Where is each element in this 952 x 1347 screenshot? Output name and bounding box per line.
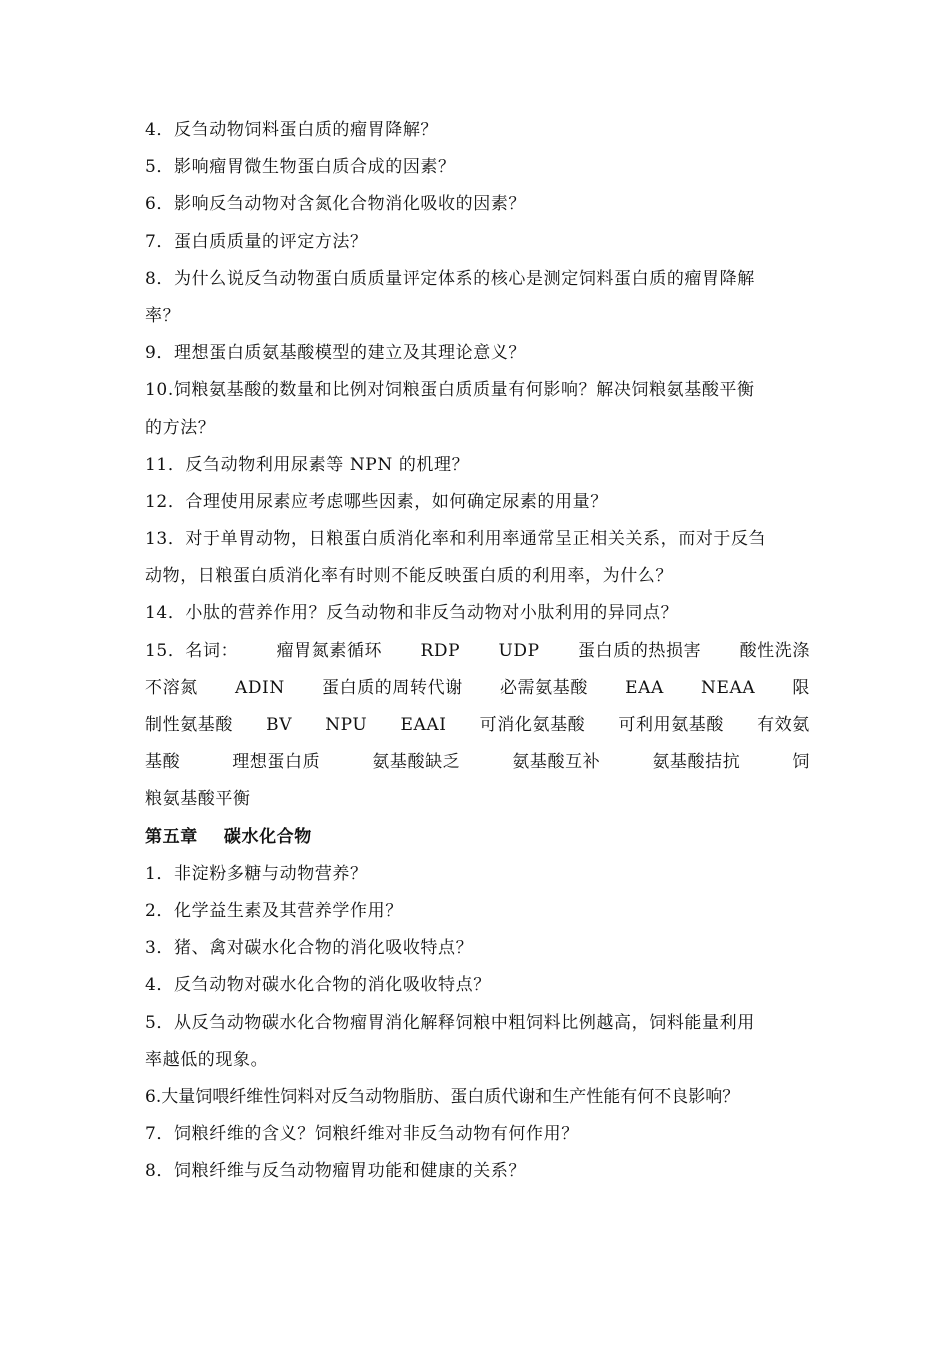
ch5-question-3: 3．猪、禽对碳水化合物的消化吸收特点？ <box>145 938 474 959</box>
term: 可消化氨基酸 <box>479 715 586 735</box>
terms-row-4 <box>145 744 810 781</box>
term: ADIN <box>234 677 285 698</box>
term: 限 <box>792 677 810 698</box>
question-10-line-1: 10.饲粮氨基酸的数量和比例对饲粮蛋白质质量有何影响？解决饲粮氨基酸平衡 <box>145 380 755 401</box>
terms-row-5: 粮氨基酸平衡 <box>145 789 251 810</box>
term: 可利用氨基酸 <box>618 715 724 735</box>
term: NEAA <box>701 677 756 698</box>
term: 饲 <box>792 752 810 773</box>
term: 氨基酸互补 <box>512 752 601 773</box>
question-7: 7．蛋白质质量的评定方法？ <box>145 231 368 252</box>
term: RDP <box>420 640 461 661</box>
question-6: 6．影响反刍动物对含氮化合物消化吸收的因素？ <box>145 194 527 215</box>
question-4: 4．反刍动物饲料蛋白质的瘤胃降解？ <box>145 120 439 140</box>
term: EAA <box>625 677 664 698</box>
question-12: 12．合理使用尿素应考虑哪些因素，如何确定尿素的用量？ <box>145 491 608 512</box>
ch5-question-6: 6.大量饲喂纤维性饲料对反刍动物脂肪、蛋白质代谢和生产性能有何不良影响？ <box>145 1086 740 1107</box>
chapter-5-heading: 第五章 碳水化合物 <box>145 826 312 847</box>
term: 不溶氮 <box>145 677 198 698</box>
question-13-line-1: 13．对于单胃动物，日粮蛋白质消化率和利用率通常呈正相关关系，而对于反刍 <box>145 529 767 550</box>
terms-row-2 <box>145 670 810 707</box>
question-9: 9．理想蛋白质氨基酸模型的建立及其理论意义？ <box>145 343 527 364</box>
term: BV <box>266 715 293 735</box>
question-10-line-2: 的方法？ <box>145 417 216 438</box>
term: 氨基酸缺乏 <box>372 752 461 773</box>
question-14: 14．小肽的营养作用？反刍动物和非反刍动物对小肽利用的异同点？ <box>145 603 679 624</box>
ch5-question-8: 8．饲粮纤维与反刍动物瘤胃功能和健康的关系？ <box>145 1161 527 1182</box>
ch5-question-5-line-2: 率越低的现象。 <box>145 1049 269 1070</box>
term: 有效氨 <box>757 715 810 735</box>
term: 氨基酸拮抗 <box>652 752 741 773</box>
term: 制性氨基酸 <box>145 715 233 735</box>
term: UDP <box>498 640 540 661</box>
terms-label: 15．名词： <box>145 640 239 661</box>
question-8-line-2: 率？ <box>145 305 181 326</box>
question-8-line-1: 8．为什么说反刍动物蛋白质质量评定体系的核心是测定饲料蛋白质的瘤胃降解 <box>145 268 755 289</box>
ch5-question-4: 4．反刍动物对碳水化合物的消化吸收特点？ <box>145 975 491 996</box>
ch5-question-2: 2．化学益生素及其营养学作用？ <box>145 900 403 921</box>
terms-row-3 <box>145 707 810 744</box>
question-5: 5．影响瘤胃微生物蛋白质合成的因素？ <box>145 157 456 178</box>
ch5-question-1: 1．非淀粉多糖与动物营养？ <box>145 863 368 884</box>
term: EAAI <box>400 715 447 735</box>
term: 酸性洗涤 <box>739 640 810 661</box>
document-page <box>145 112 810 1190</box>
ch5-question-5-line-1: 5．从反刍动物碳水化合物瘤胃消化解释饲粮中粗饲料比例越高，饲料能量利用 <box>145 1012 755 1033</box>
term: 蛋白质的热损害 <box>578 640 702 661</box>
term: 理想蛋白质 <box>232 752 321 773</box>
ch5-question-7: 7．饲粮纤维的含义？饲粮纤维对非反刍动物有何作用？ <box>145 1124 579 1145</box>
term: NPU <box>325 715 368 735</box>
question-11: 11．反刍动物利用尿素等 NPN 的机理？ <box>145 454 470 475</box>
term: 基酸 <box>145 752 181 773</box>
terms-row-1 <box>145 633 810 670</box>
question-13-line-2: 动物，日粮蛋白质消化率有时则不能反映蛋白质的利用率，为什么？ <box>145 566 673 587</box>
term: 必需氨基酸 <box>499 677 588 698</box>
term: 瘤胃氮素循环 <box>276 640 383 661</box>
term: 蛋白质的周转代谢 <box>322 677 463 698</box>
